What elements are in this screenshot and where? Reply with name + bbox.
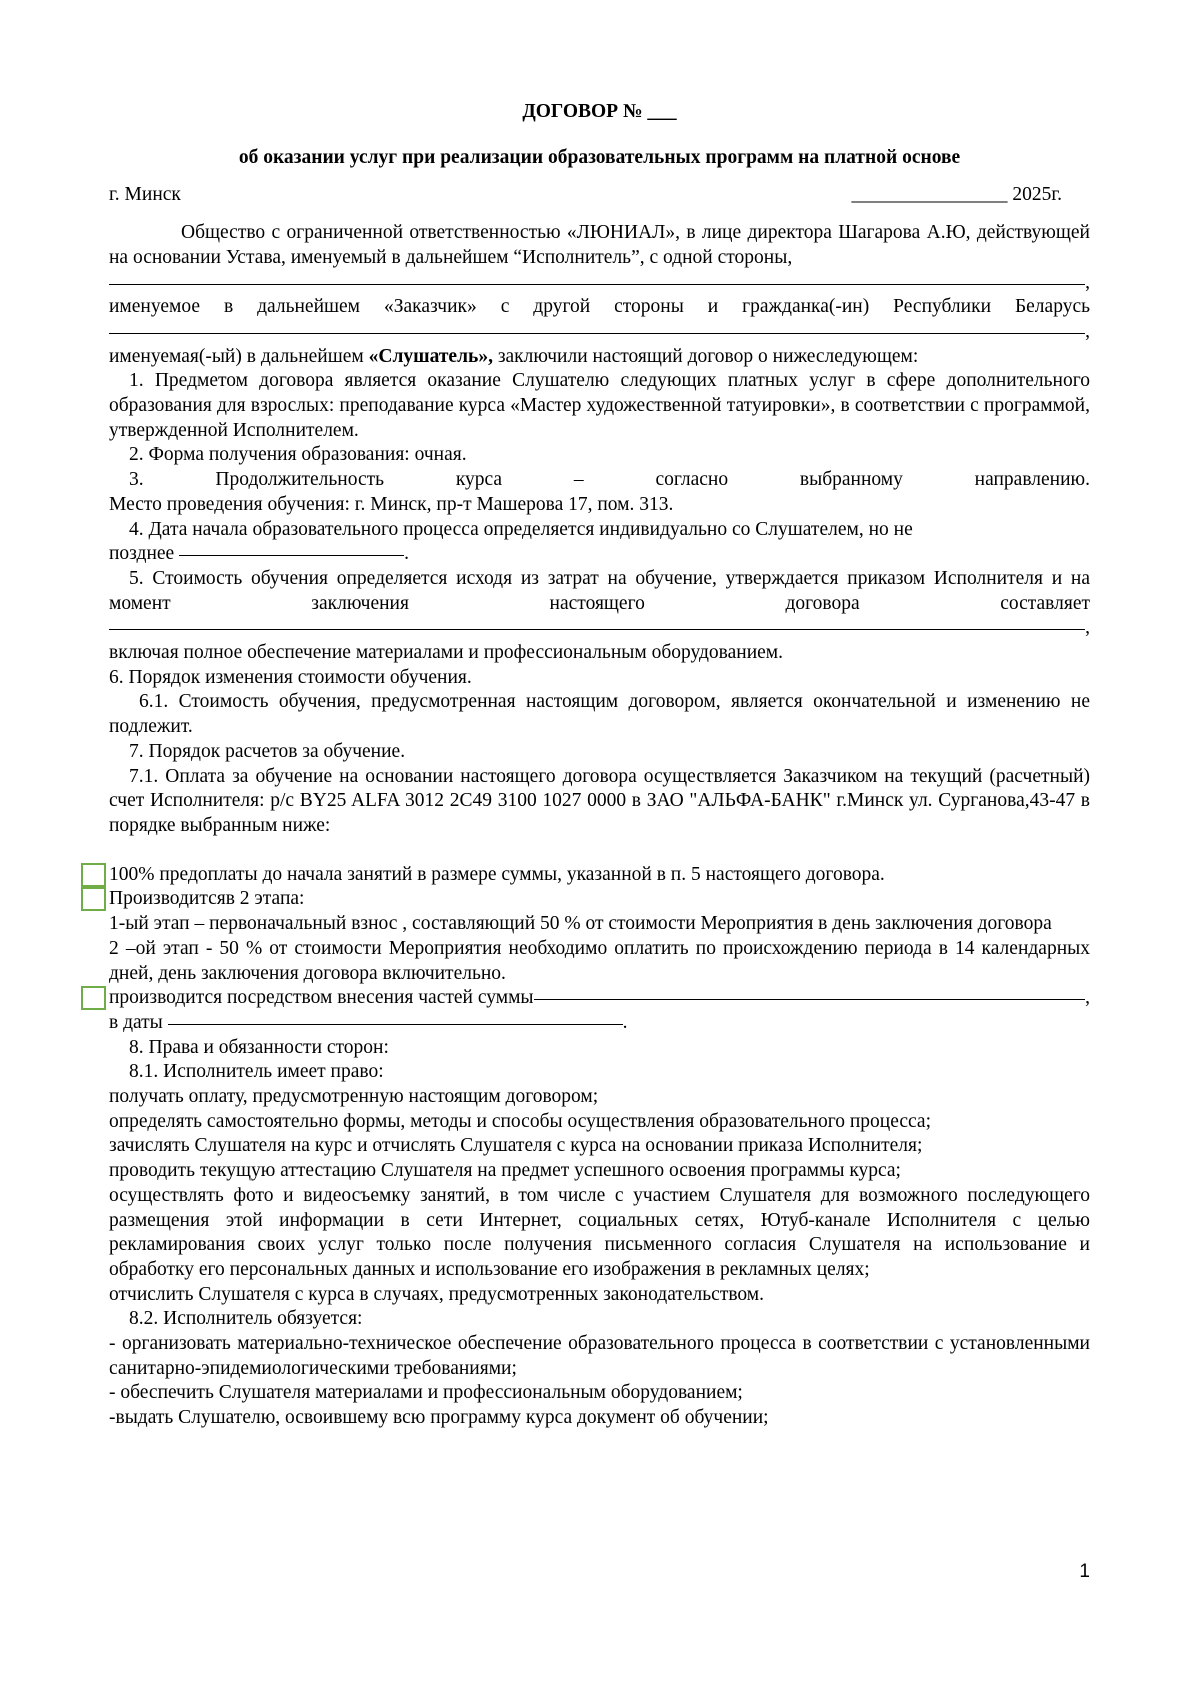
clause-5: 5. Стоимость обучения определяется исходя из затрат на обучение, утверждается приказом Исполнителя и на момент заключения настоящего договора составляет	[109, 567, 1090, 614]
clause-6-1: 6.1. Стоимость обучения, предусмотренная настоящим договором, является окончательной и изменению не подлежит.	[109, 691, 1090, 738]
customer-name-line: ,	[109, 271, 1090, 296]
clause-7: 7. Порядок расчетов за обучение.	[129, 740, 406, 762]
listener-term: «Слушатель»,	[368, 345, 493, 367]
installment-dates: в даты .	[109, 1011, 628, 1033]
prepay-checkbox[interactable]	[81, 863, 106, 887]
blank-line	[109, 629, 1085, 630]
payment-option-prepay: 100% предоплаты до начала занятий в размере суммы, указанной в п. 5 настоящего договора.	[109, 863, 1090, 888]
clause-7-1: 7.1. Оплата за обучение на основании настоящего договора осуществляется Заказчиком на текущий (расчетный) счет Исполнителя: р/с BY25 ALFA 3012 2C49 3100 1027 0000 в ЗАО "АЛЬФА-БАНК" г.Минск ул. Сурганова,43-47 в порядке выбранным ниже:	[109, 765, 1090, 836]
customer-paragraph: именуемое в дальнейшем «Заказчик» с другой стороны и гражданка(-ин) Республики Беларусь	[109, 296, 1090, 318]
clause-8-2: 8.2. Исполнитель обязуется:	[129, 1308, 363, 1330]
document-body	[109, 100, 1090, 1431]
obligation-item: -выдать Слушателю, освоившему всю программу курса документ об обучении;	[109, 1407, 769, 1429]
blank-line	[109, 333, 1085, 334]
city: г. Минск	[109, 184, 181, 206]
clause-8-1: 8.1. Исполнитель имеет право:	[129, 1061, 384, 1083]
right-item: проводить текущую аттестацию Слушателя на предмет успешного освоения программы курса;	[109, 1160, 901, 1182]
contract-title: ДОГОВОР № ___	[522, 101, 677, 122]
clause-4: 4. Дата начала образовательного процесса определяется индивидуально со Слушателем, но не	[129, 518, 913, 540]
listener-paragraph: именуемая(-ый) в дальнейшем «Слушатель», заключили настоящий договор о нижеследующем:	[109, 345, 919, 367]
payment-option-two-stage: Производитсяв 2 этапа:	[109, 887, 1090, 912]
page-number: 1	[1079, 1561, 1090, 1582]
contract-date	[851, 183, 1062, 208]
stage-1: 1-ый этап – первоначальный взнос , составляющий 50 % от стоимости Мероприятия в день заключения договора	[109, 913, 1052, 935]
installments-checkbox[interactable]	[81, 986, 106, 1010]
parties-paragraph: Общество с ограниченной ответственностью «ЛЮНИАЛ», в лице директора Шагарова А.Ю, действующей на основании Устава, именуемый в дальнейшем “Исполнитель”, с одной стороны,	[109, 222, 1090, 268]
right-item: зачислять Слушателя на курс и отчислять Слушателя с курса на основании приказа Исполнителя;	[109, 1135, 923, 1157]
date-blank: ________________	[851, 184, 1008, 206]
right-item: получать оплату, предусмотренную настоящим договором;	[109, 1086, 599, 1108]
contract-subtitle: об оказании услуг при реализации образовательных программ на платной основе	[238, 146, 961, 168]
city-date-row	[109, 183, 1090, 208]
right-item: определять самостоятельно формы, методы и способы осуществления образовательного процесса;	[109, 1110, 932, 1132]
right-item: отчислить Слушателя с курса в случаях, предусмотренных законодательством.	[109, 1283, 765, 1305]
clause-5-tail: включая полное обеспечение материалами и профессиональным оборудованием.	[109, 642, 784, 664]
clause-6: 6. Порядок изменения стоимости обучения.	[109, 666, 472, 688]
clause-4-deadline: позднее .	[109, 543, 409, 565]
blank-line	[109, 284, 1085, 285]
blank-line	[534, 999, 1086, 1000]
right-item: осуществлять фото и видеосъемку занятий, в том числе с участием Слушателя для возможного последующего размещения этой информации в сети Интернет, социальных сетях, Ютуб-канале Исполнителя с целью рекламирования своих услуг только после получения письменного согласия Слушателя на использование и обработку его персональных данных и использование его изображения в рекламных целях;	[109, 1184, 1090, 1280]
deadline-blank	[179, 555, 404, 556]
date-year: 2025г.	[1007, 184, 1062, 206]
obligation-item: - обеспечить Слушателя материалами и профессиональным оборудованием;	[109, 1382, 743, 1404]
listener-name-line: ,	[109, 320, 1090, 345]
clause-1: 1. Предметом договора является оказание Слушателю следующих платных услуг в сфере дополнительного образования для взрослых: преподавание курса «Мастер художественной татуировки», в соответствии с программой, утвержденной Исполнителем.	[109, 370, 1090, 441]
payment-option-installments: производится посредством внесения частей суммы ,	[109, 986, 1090, 1011]
stage-2: 2 –ой этап - 50 % от стоимости Мероприятия необходимо оплатить по происхождению периода в 14 календарных дней, день заключения договора включительно.	[109, 937, 1090, 984]
spacer	[109, 839, 1090, 863]
two-stage-checkbox[interactable]	[81, 887, 106, 911]
clause-3-place: Место проведения обучения: г. Минск, пр-т Машерова 17, пом. 313.	[109, 493, 674, 515]
price-line: ,	[109, 616, 1090, 641]
obligation-item: - организовать материально-техническое обеспечение образовательного процесса в соответствии с установленными санитарно-эпидемиологическими требованиями;	[109, 1333, 1090, 1379]
dates-blank	[168, 1024, 623, 1025]
clause-8: 8. Права и обязанности сторон:	[129, 1036, 389, 1058]
clause-3: 3. Продолжительность курса – согласно выбранному направлению.	[129, 469, 1090, 491]
clause-2: 2. Форма получения образования: очная.	[129, 444, 467, 466]
